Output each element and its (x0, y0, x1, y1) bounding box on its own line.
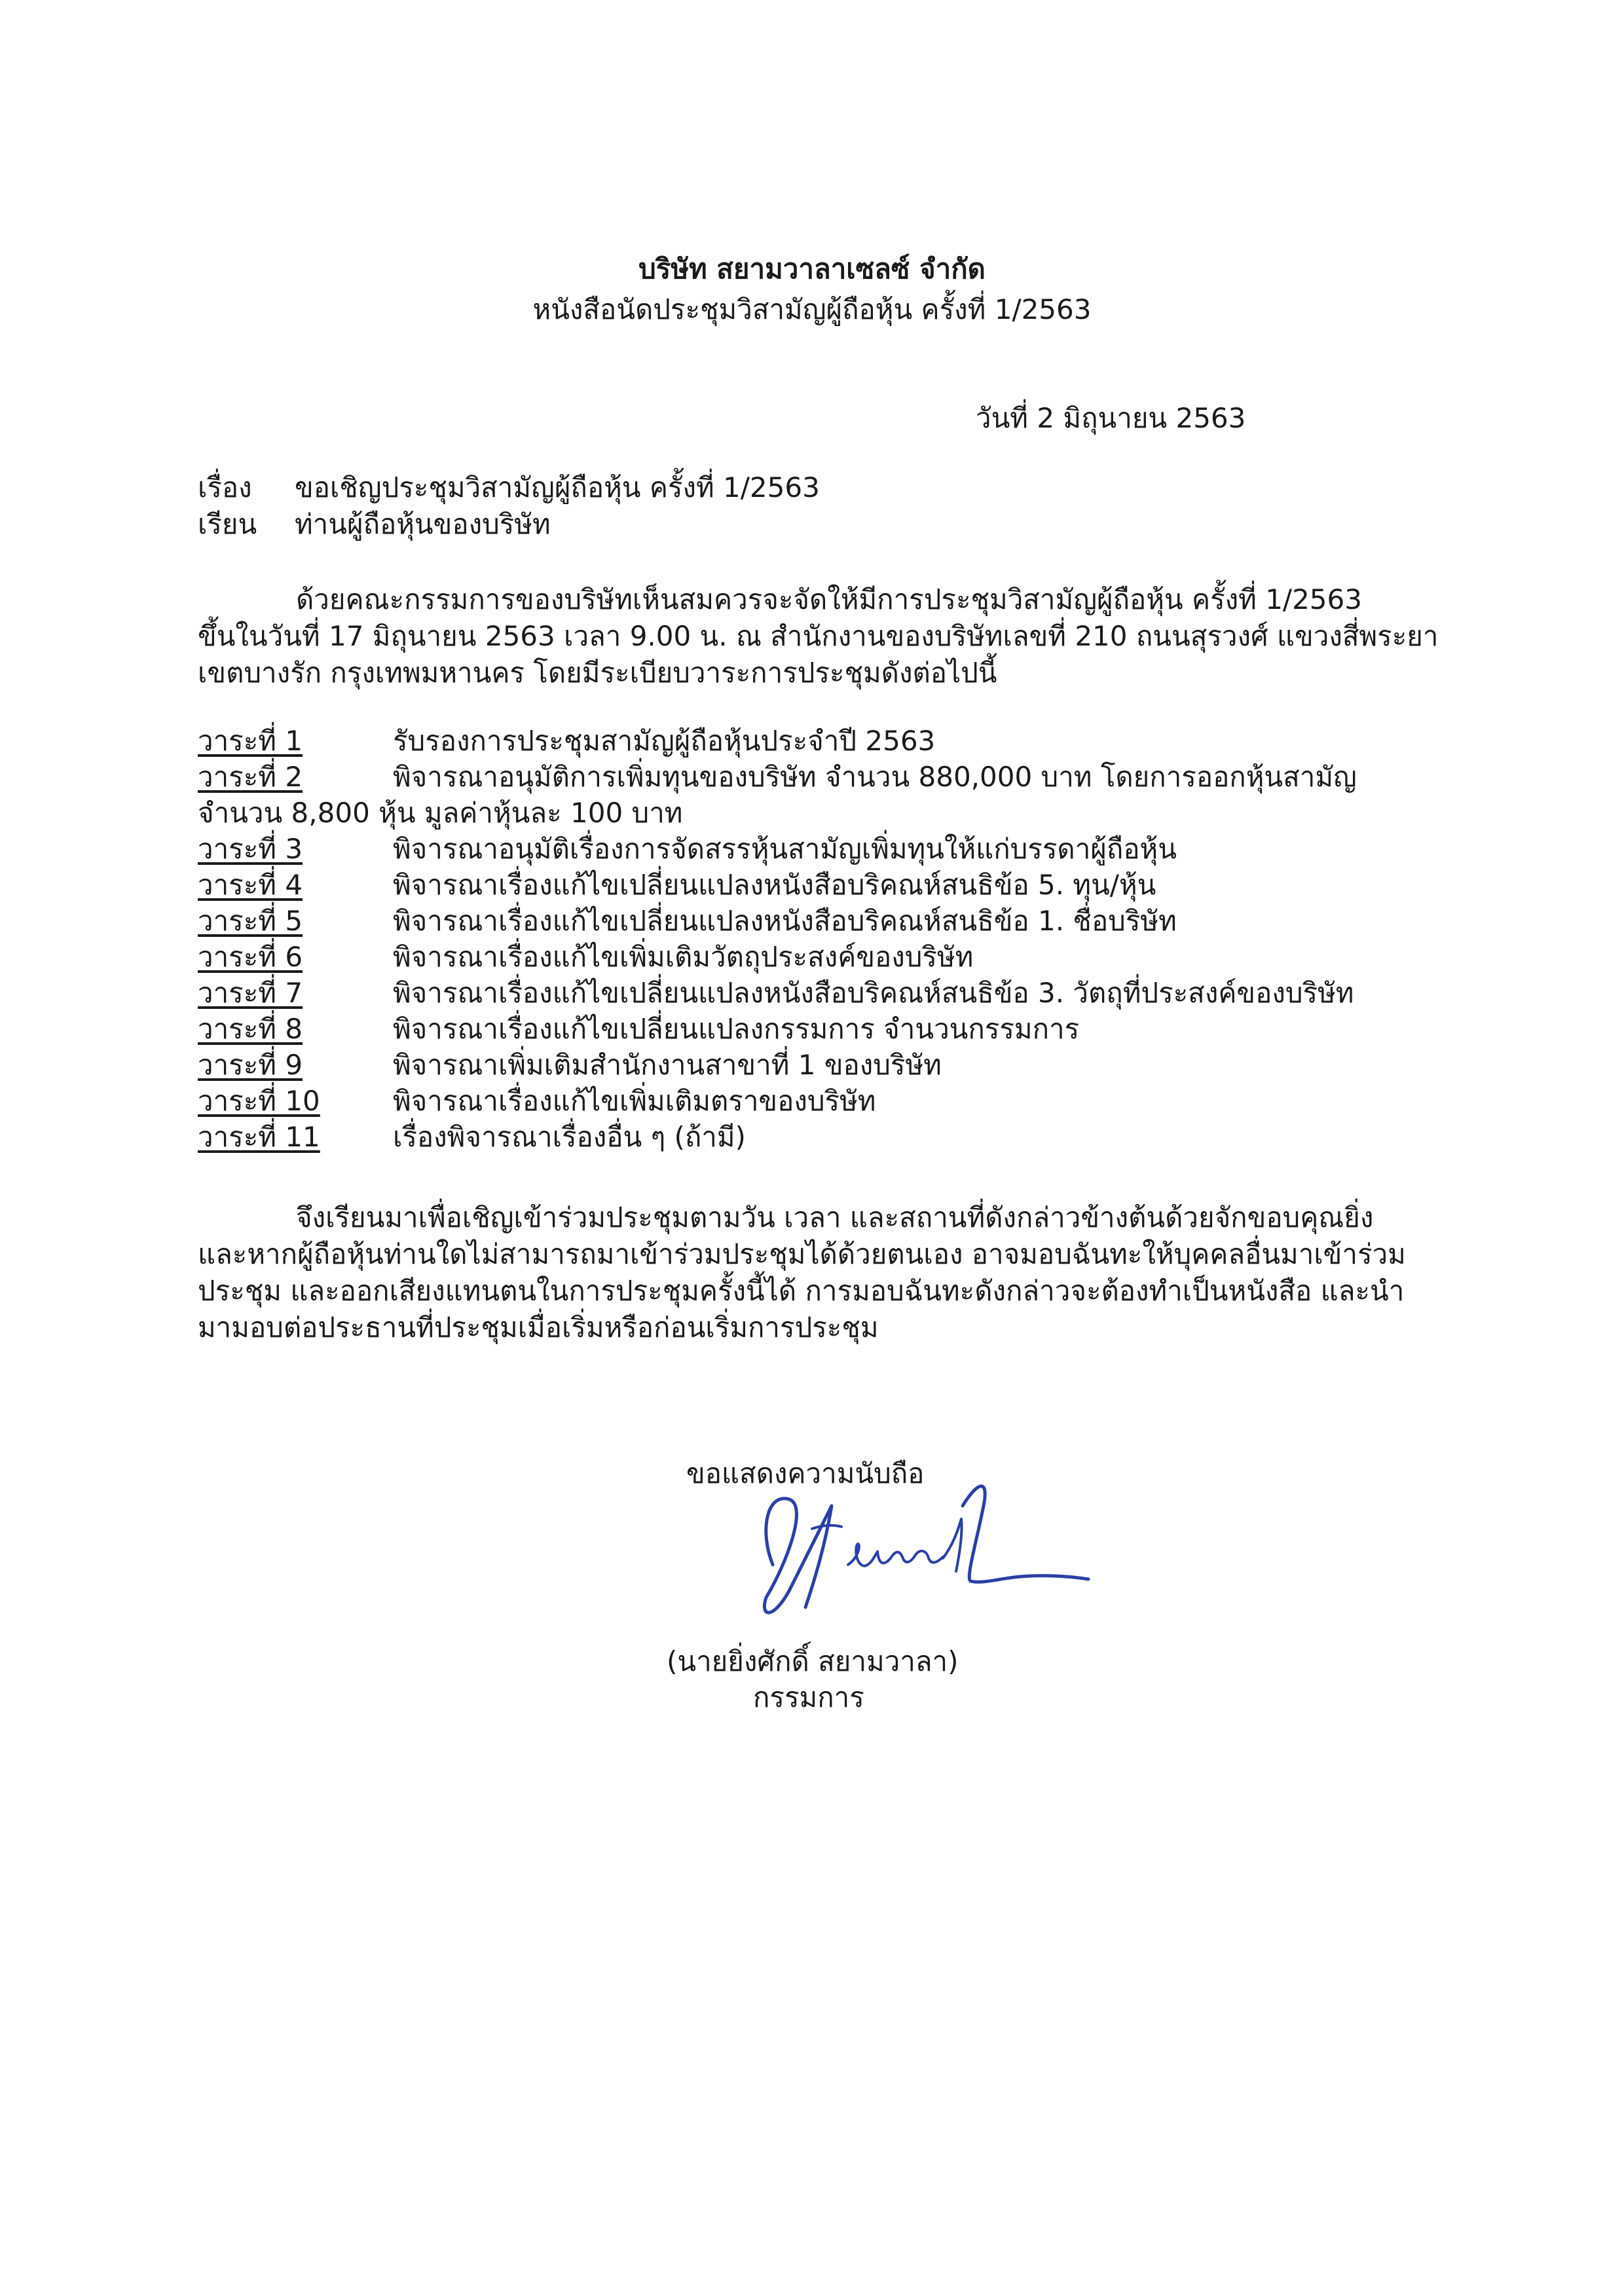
intro-paragraph (198, 581, 1439, 691)
agenda-text: พิจารณาเพิ่มเติมสำนักงานสาขาที่ 1 ของบริษัท (393, 1049, 942, 1081)
signatory-name: (นายยิ่งศักดิ์ สยามวาลา) (667, 1645, 959, 1677)
agenda-label: วาระที่ 9 (198, 1049, 303, 1081)
agenda-item (198, 1011, 1429, 1047)
agenda-item (198, 723, 1429, 759)
agenda-label: วาระที่ 6 (198, 941, 303, 973)
agenda-item (198, 1119, 1429, 1155)
intro-line: ด้วยคณะกรรมการของบริษัทเห็นสมควรจะจัดให้มีการประชุมวิสามัญผู้ถือหุ้น ครั้งที่ 1/2563 (296, 583, 1362, 615)
document-date: วันที่ 2 มิถุนายน 2563 (976, 402, 1246, 434)
complimentary-close: ขอแสดงความนับถือ (686, 1457, 925, 1489)
agenda-item (198, 831, 1429, 867)
document-subtitle: หนังสือนัดประชุมวิสามัญผู้ถือหุ้น ครั้งที่ 1/2563 (532, 293, 1092, 325)
agenda-label: วาระที่ 2 (198, 761, 303, 793)
agenda-item (198, 1047, 1429, 1083)
agenda-text: เรื่องพิจารณาเรื่องอื่น ๆ (ถ้ามี) (393, 1121, 746, 1153)
agenda-label: วาระที่ 11 (198, 1121, 320, 1153)
closing-line: ประชุม และออกเสียงแทนตนในการประชุมครั้งนี้ได้ การมอบฉันทะดังกล่าวจะต้องทำเป็นหนังสือ และนำ (198, 1275, 1405, 1307)
signature (727, 1467, 1094, 1637)
agenda-item (198, 1083, 1429, 1119)
company-name: บริษัท สยามวาลาเซลซ์ จำกัด (638, 253, 986, 285)
agenda-item (198, 759, 1429, 795)
agenda-label: วาระที่ 3 (198, 833, 303, 865)
agenda-text: พิจารณาอนุมัติการเพิ่มทุนของบริษัท จำนวน 880,000 บาท โดยการออกหุ้นสามัญ (393, 761, 1357, 793)
agenda-text: พิจารณาเรื่องแก้ไขเพิ่มเติมตราของบริษัท (393, 1085, 876, 1117)
agenda-text: พิจารณาเรื่องแก้ไขเปลี่ยนแปลงหนังสือบริคณห์สนธิข้อ 1. ชื่อบริษัท (393, 905, 1177, 937)
subject-label: เรื่อง (198, 471, 252, 503)
agenda-text: รับรองการประชุมสามัญผู้ถือหุ้นประจำปี 2563 (393, 725, 936, 757)
agenda-item-continuation (198, 795, 1429, 831)
agenda-list (198, 723, 1429, 1155)
recipient-value: ท่านผู้ถือหุ้นของบริษัท (295, 508, 551, 540)
subject-value: ขอเชิญประชุมวิสามัญผู้ถือหุ้น ครั้งที่ 1/2563 (295, 471, 820, 503)
agenda-text: พิจารณาอนุมัติเรื่องการจัดสรรหุ้นสามัญเพิ่มทุนให้แก่บรรดาผู้ถือหุ้น (393, 833, 1177, 865)
agenda-label: วาระที่ 4 (198, 869, 303, 901)
closing-line: และหากผู้ถือหุ้นท่านใดไม่สามารถมาเข้าร่วมประชุมได้ด้วยตนเอง อาจมอบฉันทะให้บุคคลอื่นมาเข้าร่วม (198, 1238, 1406, 1270)
agenda-text: พิจารณาเรื่องแก้ไขเพิ่มเติมวัตถุประสงค์ของบริษัท (393, 941, 974, 973)
intro-line: เขตบางรัก กรุงเทพมหานคร โดยมีระเบียบวาระการประชุมดังต่อไปนี้ (198, 657, 997, 689)
agenda-text: พิจารณาเรื่องแก้ไขเปลี่ยนแปลงหนังสือบริคณห์สนธิข้อ 5. ทุน/หุ้น (393, 869, 1156, 901)
closing-line: มามอบต่อประธานที่ประชุมเมื่อเริ่มหรือก่อนเริ่มการประชุม (198, 1311, 879, 1343)
closing-paragraph (198, 1199, 1429, 1346)
intro-line: ขึ้นในวันที่ 17 มิถุนายน 2563 เวลา 9.00 น. ณ สำนักงานของบริษัทเลขที่ 210 ถนนสุรวงศ์ แขวงสี่พระยา (198, 620, 1439, 652)
agenda-label: วาระที่ 8 (198, 1013, 303, 1045)
agenda-label: วาระที่ 1 (198, 725, 303, 757)
agenda-text: พิจารณาเรื่องแก้ไขเปลี่ยนแปลงกรรมการ จำนวนกรรมการ (393, 1013, 1080, 1045)
agenda-item (198, 975, 1429, 1011)
agenda-label: วาระที่ 5 (198, 905, 303, 937)
agenda-label: วาระที่ 7 (198, 977, 303, 1009)
closing-line: จึงเรียนมาเพื่อเชิญเข้าร่วมประชุมตามวัน เวลา และสถานที่ดังกล่าวข้างต้นด้วยจักขอบคุณยิ่ง (296, 1201, 1374, 1233)
signatory-position: กรรมการ (753, 1681, 864, 1713)
agenda-item (198, 867, 1429, 903)
agenda-item (198, 939, 1429, 975)
agenda-text-continuation: จำนวน 8,800 หุ้น มูลค่าหุ้นละ 100 บาท (198, 797, 683, 829)
recipient-label: เรียน (198, 508, 257, 540)
agenda-item (198, 903, 1429, 939)
agenda-text: พิจารณาเรื่องแก้ไขเปลี่ยนแปลงหนังสือบริคณห์สนธิข้อ 3. วัตถุที่ประสงค์ของบริษัท (393, 977, 1354, 1009)
agenda-label: วาระที่ 10 (198, 1085, 320, 1117)
